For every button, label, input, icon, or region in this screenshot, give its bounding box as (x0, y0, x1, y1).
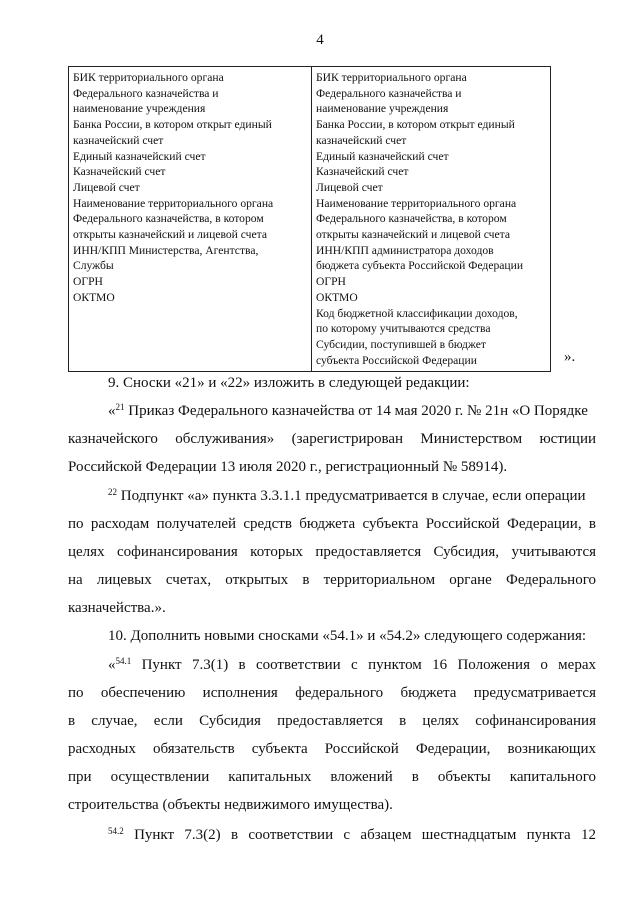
table-right-line: субъекта Российской Федерации (316, 353, 477, 367)
footnote-22-text-1: Подпункт «а» пункта 3.3.1.1 предусматривается в случае, если операции (117, 488, 586, 504)
open-quote: « (108, 657, 116, 673)
footnote-54-1-line-1 (68, 651, 596, 679)
table-right-line: ОГРН (316, 275, 346, 289)
footnote-22-line-4: на лицевых счетах, открытых в территориальном органе Федерального (68, 572, 596, 588)
footnote-54-1-line-3: в случае, если Субсидия предоставляется в целях софинансирования (68, 713, 596, 729)
table-left-cell (69, 67, 312, 372)
footnote-22-marker: 22 (108, 487, 117, 497)
table-left-line: ИНН/КПП Министерства, Агентства, (73, 243, 259, 257)
footnote-54-2-text-1: Пункт 7.3(2) в соответствии с абзацем шестнадцатым пункта 12 (123, 827, 596, 843)
table-right-line: Единый казначейский счет (316, 149, 449, 163)
table-right-line: Федерального казначейства, в котором (316, 212, 507, 226)
item-9-text: 9. Сноски «21» и «22» изложить в следующей редакции: (108, 375, 470, 391)
table-left-line: ОКТМО (73, 290, 115, 304)
footnote-54-1-line-6: строительства (объекты недвижимого имущества). (68, 797, 393, 813)
table-left-line: Федерального казначейства и (73, 86, 219, 100)
table-left-line: Казначейский счет (73, 165, 166, 179)
footnote-54-2-line-1 (68, 821, 596, 849)
table-left-line: открыты казначейский и лицевой счета (73, 228, 268, 242)
footnote-54-2 (68, 821, 596, 849)
table-left-line: Единый казначейский счет (73, 149, 206, 163)
table-right-line: бюджета субъекта Российской Федерации (316, 259, 524, 273)
footnote-21 (68, 397, 596, 481)
footnote-22-line-1 (68, 482, 596, 510)
footnote-54-1-marker: 54.1 (115, 656, 132, 666)
footnote-22-line-3: целях софинансирования которых предоставляется Субсидия, учитываются (68, 544, 596, 560)
table-right-cell (312, 67, 551, 372)
table-left-line: ОГРН (73, 275, 103, 289)
table-left-line: наименование учреждения (73, 102, 206, 116)
item-10-text: 10. Дополнить новыми сносками «54.1» и «54.2» следующего содержания: (108, 628, 587, 644)
footnote-21-text-1: Приказ Федерального казначейства от 14 мая 2020 г. № 21н «О Порядке (124, 403, 588, 419)
footnote-21-line-1 (68, 397, 596, 425)
footnote-54-1-line-5: при осуществлении капитальных вложений в объекты капитального (68, 769, 596, 785)
page-number: 4 (316, 32, 324, 48)
footnote-22-line-5: казначейства.». (68, 600, 166, 616)
open-quote: « (108, 403, 116, 419)
footnote-22-line-2: по расходам получателей средств бюджета субъекта Российской Федерации, в (68, 516, 596, 532)
item-10-paragraph (68, 622, 596, 650)
footnote-54-1-line-4: расходных обязательств субъекта Российской Федерации, возникающих (68, 741, 596, 757)
table-right-line: по которому учитываются средства (316, 322, 491, 336)
table-right-line: Код бюджетной классификации доходов, (316, 306, 518, 320)
table-right-line: ИНН/КПП администратора доходов (316, 243, 494, 257)
footnote-21-line-3: Российской Федерации 13 июля 2020 г., регистрационный № 58914). (68, 459, 508, 475)
table-left-line: Федерального казначейства, в котором (73, 212, 264, 226)
table-right-line: казначейский счет (316, 133, 407, 147)
table-right-line: Субсидии, поступившей в бюджет (316, 337, 486, 351)
table-right-line: Банка России, в котором открыт единый (316, 118, 515, 132)
footnote-54-1 (68, 651, 596, 819)
footnote-54-2-marker: 54.2 (108, 826, 124, 836)
table-right-line: Федерального казначейства и (316, 86, 462, 100)
table-right-line: наименование учреждения (316, 102, 449, 116)
footnote-54-1-text-1: Пункт 7.3(1) в соответствии с пунктом 16 Положения о мерах (131, 657, 596, 673)
footnote-22 (68, 482, 596, 622)
table-left-line: Банка России, в котором открыт единый (73, 118, 272, 132)
footnote-54-1-line-2: по обеспечению исполнения федерального бюджета предусматривается (68, 685, 596, 701)
table-left-line: Лицевой счет (73, 180, 140, 194)
table-left-line: казначейский счет (73, 133, 164, 147)
closing-quote: ». (564, 349, 576, 365)
bank-details-table (68, 66, 551, 372)
item-9-paragraph (68, 369, 596, 397)
table-right-line: Лицевой счет (316, 180, 383, 194)
table-left-line: Наименование территориального органа (73, 196, 274, 210)
table-right-line: Наименование территориального органа (316, 196, 517, 210)
footnote-21-line-2: казначейского обслуживания» (зарегистрирован Министерством юстиции (68, 431, 596, 447)
table-left-line: БИК территориального органа (73, 71, 224, 84)
table-right-line: БИК территориального органа (316, 71, 467, 84)
table-right-line: ОКТМО (316, 290, 358, 304)
table-right-line: Казначейский счет (316, 165, 409, 179)
table-right-line: открыты казначейский и лицевой счета (316, 228, 511, 242)
footnote-21-marker: 21 (115, 402, 125, 412)
table-left-line: Службы (73, 259, 114, 273)
